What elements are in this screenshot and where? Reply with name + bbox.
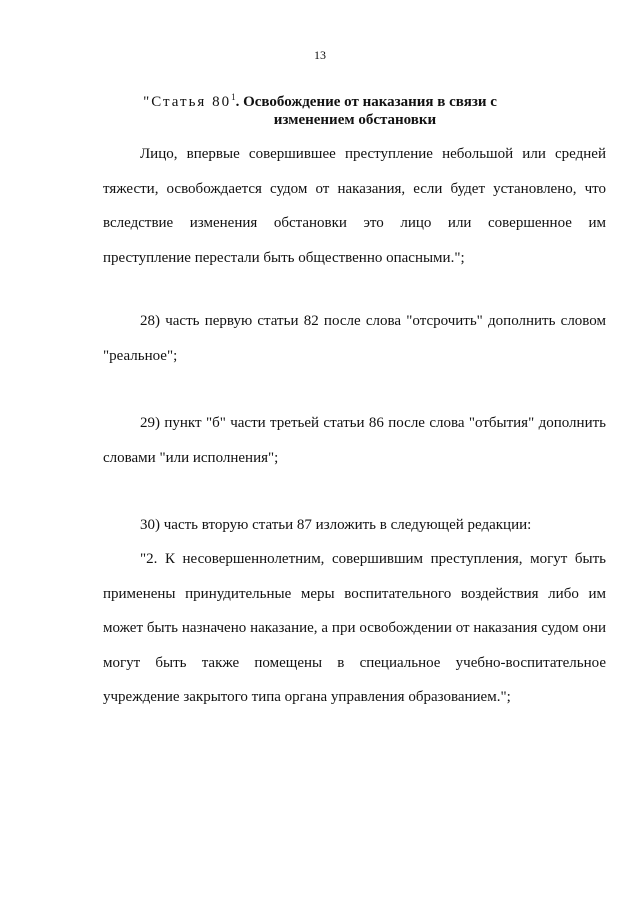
article-number-sup: 1 (231, 92, 236, 102)
article-heading (0, 88, 640, 129)
item-30: 30) часть вторую статьи 87 изложить в следующей редакции: (140, 517, 532, 533)
article-title-part2: изменением обстановки (273, 112, 437, 128)
item-28: 28) часть первую статьи 82 после слова "отсрочить" дополнить словом "реальное"; (103, 313, 606, 364)
item-30-quote: "2. К несовершеннолетним, совершившим преступления, могут быть применены принудительные меры воспитательного воздействия либо им может быть назначено наказание, а при освобождении от наказания судом они могут быть также помещены в специальное учебно-воспитательное учреждение закрытого типа органа управления образованием."; (103, 551, 606, 705)
article-number: "Статья 80 (143, 94, 232, 110)
article-text: Лицо, впервые совершившее преступление небольшой или средней тяжести, освобождается судом от наказания, если будет установлено, что вследствие изменения обстановки это лицо или совершенное им преступление перестали быть общественно опасными."; (103, 146, 606, 266)
item-29: 29) пункт "б" части третьей статьи 86 после слова "отбытия" дополнить словами "или исполнения"; (103, 415, 606, 466)
article-title-part1: . Освобождение от наказания в связи с (235, 94, 497, 110)
article-heading-line1 (0, 88, 640, 111)
page-number: 13 (314, 48, 326, 62)
